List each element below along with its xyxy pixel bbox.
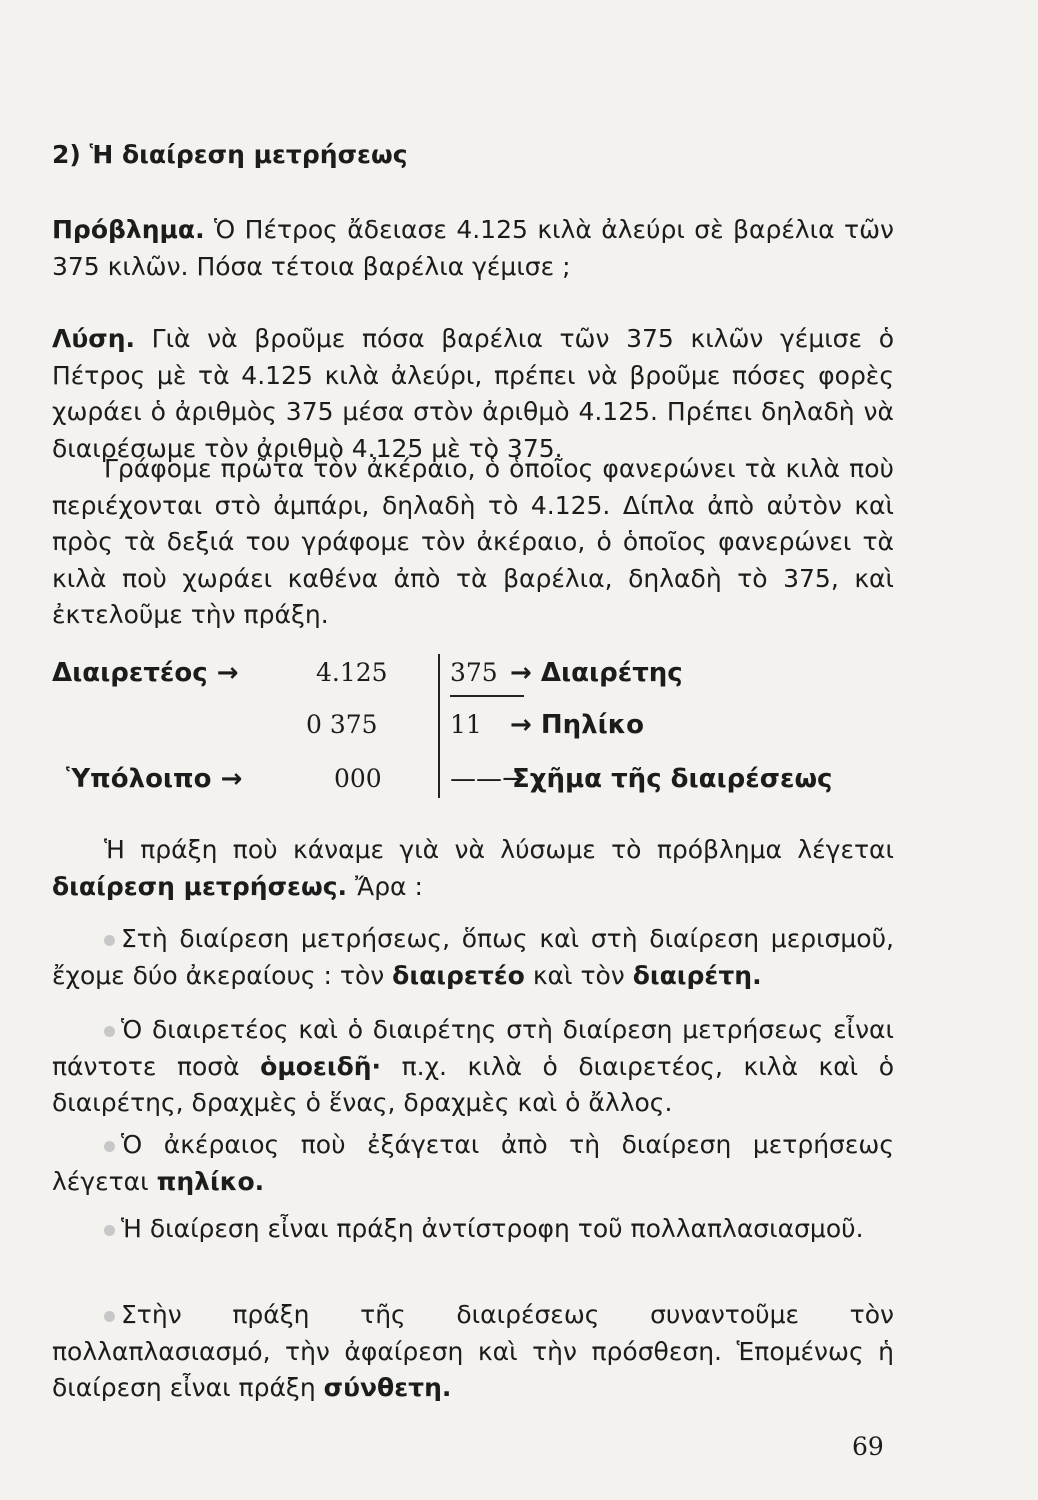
dividend-value: 4.125 [316, 658, 388, 687]
bullet-item: Ὁ ἀκέραιος ποὺ ἐξάγεται ἀπὸ τὴ διαίρεση μετρήσεως λέγεται πηλίκο. [52, 1130, 894, 1196]
bullet-item: Ἡ διαίρεση εἶναι πράξη ἀντίστροφη τοῦ πολλαπλασιασμοῦ. [52, 1211, 894, 1248]
intermediate-step: 0 375 [306, 710, 378, 739]
divisor-value: 375 [450, 658, 498, 687]
remainder-value: 000 [334, 764, 382, 793]
arrow-icon: → [220, 764, 243, 794]
quotient-value: 11 [450, 710, 482, 739]
solution-paragraph-2: Γράφομε πρῶτα τὸν ἀκέραιο, ὁ ὁποῖος φανερώνει τὰ κιλὰ ποὺ περιέχονται στὸ ἀμπάρι, δηλαδὴ τὸ 4.125. Δίπλα ἀπὸ αὐτὸν καὶ πρὸς τὰ δεξιά του γράφομε τὸν ἀκέραιο, ὁ ὁποῖος φανερώνει τὰ κιλὰ ποὺ χωράει καθένα ἀπὸ τὰ βαρέλια, δηλαδὴ τὸ 375, καὶ ἐκτελοῦμε τὴν πράξη. [52, 454, 894, 629]
quotient-label: → Πηλίκο [510, 710, 645, 740]
division-vertical-rule [438, 654, 440, 798]
remainder-label: Ὑπόλοιπο → [66, 764, 243, 794]
solution-paragraph [52, 321, 894, 467]
bullet-item: Ὁ διαιρετέος καὶ ὁ διαιρέτης στὴ διαίρεση μετρήσεως εἶναι πάντοτε ποσὰ ὁμοειδῆ· π.χ. κιλὰ ὁ διαιρετέος, κιλὰ καὶ ὁ διαιρέτης, δραχμὲς ὁ ἕνας, δραχμὲς καὶ ὁ ἄλλος. [52, 1015, 894, 1117]
arrow-icon: → [510, 658, 532, 688]
scheme-label: Σχῆμα τῆς διαιρέσεως [512, 764, 833, 794]
bullet-icon [104, 1026, 115, 1037]
definition-paragraph: Ἡ πράξη ποὺ κάναμε γιὰ νὰ λύσωμε τὸ πρόβλημα λέγεται διαίρεση μετρήσεως. Ἄρα : [52, 835, 894, 901]
problem-label: Πρόβλημα. [52, 215, 205, 244]
problem-text: Ὁ Πέτρος ἄδειασε 4.125 κιλὰ ἀλεύρι σὲ βαρέλια τῶν 375 κιλῶν. Πόσα τέτοια βαρέλια γέμισε ; [52, 215, 894, 281]
division-scheme [52, 652, 912, 802]
long-arrow-icon: ——→ [450, 764, 524, 794]
page-number: 69 [852, 1432, 884, 1461]
bullet-icon [104, 1225, 115, 1236]
problem-paragraph [52, 212, 894, 285]
divisor-label: → Διαιρέτης [510, 658, 683, 688]
term-highlight: διαίρεση μετρήσεως. [52, 871, 348, 901]
arrow-icon: → [216, 658, 239, 688]
arrow-icon: → [510, 710, 532, 740]
dividend-label: Διαιρετέος → [52, 658, 239, 688]
solution-text: Γιὰ νὰ βροῦμε πόσα βαρέλια τῶν 375 κιλῶν γέμισε ὁ Πέτρος μὲ τὰ 4.125 κιλὰ ἀλεύρι, πρέπει νὰ βροῦμε πόσες φορὲς χωράει ὁ ἀριθμὸς 375 μέσα στὸν ἀριθμὸ 4.125. Πρέπει δηλαδὴ νὰ διαιρέσωμε τὸν ἀριθμὸ 4.125 μὲ τὸ 375. [52, 324, 894, 463]
solution-label: Λύση. [52, 324, 135, 353]
bullet-icon [104, 1311, 115, 1322]
bullet-icon [104, 935, 115, 946]
section-heading: 2) Ἡ διαίρεση μετρήσεως [52, 140, 408, 169]
bullet-item: Στὴν πράξη τῆς διαιρέσεως συναντοῦμε τὸν πολλαπλασιασμό, τὴν ἀφαίρεση καὶ τὴν πρόσθεση. Ἑπομένως ἡ διαίρεση εἶναι πράξη σύνθετη. [52, 1300, 894, 1402]
bullet-icon [104, 1141, 115, 1152]
bullet-item: Στὴ διαίρεση μετρήσεως, ὅπως καὶ στὴ διαίρεση μερισμοῦ, ἔχομε δύο ἀκεραίους : τὸν διαιρετέο καὶ τὸν διαιρέτη. [52, 924, 894, 990]
division-horizontal-rule [450, 695, 524, 697]
